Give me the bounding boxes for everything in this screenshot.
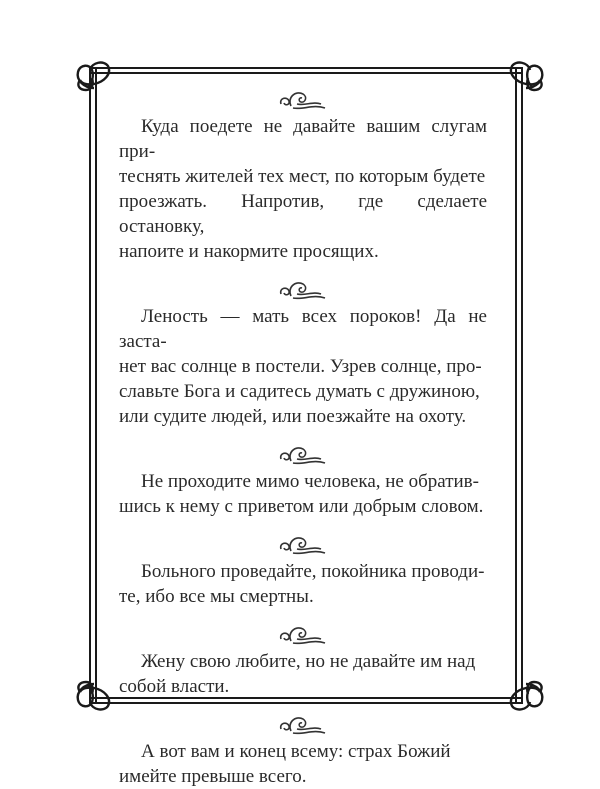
section-2 bbox=[119, 276, 487, 429]
corner-knot-bottom-right-icon bbox=[500, 672, 550, 722]
paragraph: А вот вам и конец всему: страх Божий имейте превыше всего. bbox=[119, 741, 451, 787]
page-content bbox=[119, 86, 487, 789]
frame-top-inner bbox=[89, 72, 521, 74]
frame-right-inner bbox=[515, 67, 517, 704]
frame-right-outer bbox=[521, 67, 523, 704]
section-6 bbox=[119, 711, 487, 789]
swirl-ornament-icon bbox=[275, 711, 331, 739]
paragraph: Леность — мать всех пороков! Да не заста- нет вас солнце в постели. Узрев солнце, про- славьте Бога и садитесь думать с дружиною, или судите людей, или поезжайте на охоту. bbox=[119, 306, 487, 427]
paragraph: Куда поедете не давайте вашим слугам при- теснять жителей тех мест, по которым будете проезжать. Напротив, где сделаете остановку, напоите и накормите просящих. bbox=[119, 116, 487, 262]
paragraph: Больного проведайте, покойника проводи- те, ибо все мы смертны. bbox=[119, 561, 485, 607]
section-1 bbox=[119, 86, 487, 264]
swirl-ornament-icon bbox=[275, 86, 331, 114]
section-4 bbox=[119, 531, 487, 609]
corner-knot-top-left-icon bbox=[70, 50, 120, 100]
swirl-ornament-icon bbox=[275, 621, 331, 649]
swirl-ornament-icon bbox=[275, 441, 331, 469]
swirl-ornament-icon bbox=[275, 531, 331, 559]
section-3 bbox=[119, 441, 487, 519]
paragraph: Жену свою любите, но не давайте им над собой власти. bbox=[119, 651, 476, 697]
paragraph: Не проходите мимо человека, не обратив- шись к нему с приветом или добрым словом. bbox=[119, 471, 484, 517]
swirl-ornament-icon bbox=[275, 276, 331, 304]
frame-left-outer bbox=[89, 67, 91, 704]
frame-top-outer bbox=[89, 67, 521, 69]
corner-knot-top-right-icon bbox=[500, 50, 550, 100]
section-5 bbox=[119, 621, 487, 699]
corner-knot-bottom-left-icon bbox=[70, 672, 120, 722]
frame-left-inner bbox=[95, 67, 97, 704]
